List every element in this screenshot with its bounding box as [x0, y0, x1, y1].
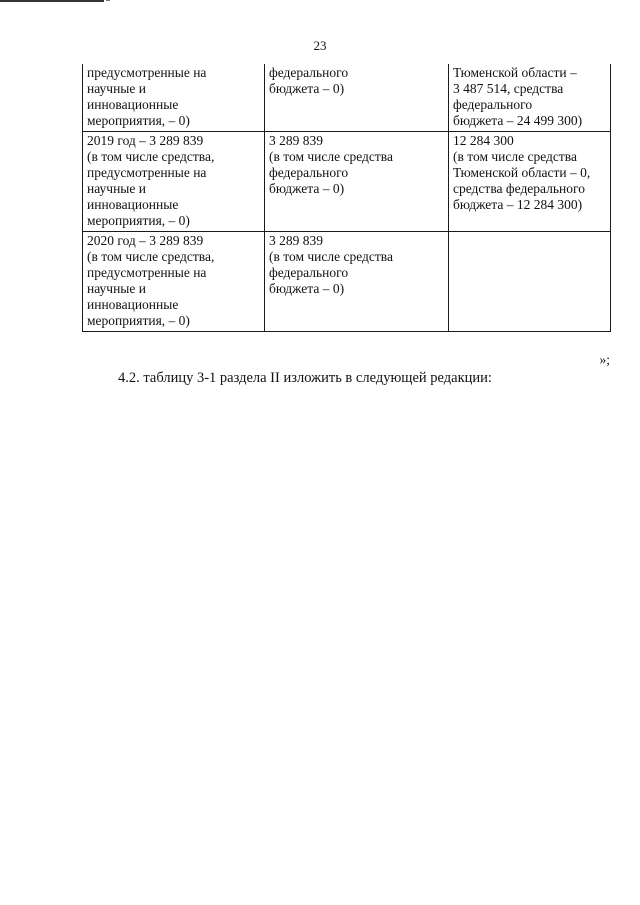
funding-table [82, 64, 611, 332]
table-cell: 12 284 300 (в том числе средства Тюменской области – 0, средства федерального бюджета – 12 284 300) [449, 132, 611, 232]
table-cell: 2020 год – 3 289 839 (в том числе средства, предусмотренные на научные и инновационные мероприятия, – 0) [83, 232, 265, 332]
table-cell: федерального бюджета – 0) [265, 64, 449, 132]
table-cell: 3 289 839 (в том числе средства федерального бюджета – 0) [265, 232, 449, 332]
table-cell: предусмотренные на научные и инновационные мероприятия, – 0) [83, 64, 265, 132]
closing-quote: »; [599, 352, 610, 367]
page-number: 23 [313, 38, 327, 53]
amendment-paragraph: 4.2. таблицу 3-1 раздела II изложить в следующей редакции: [118, 370, 492, 386]
top-tick [106, 0, 110, 1]
top-rule [0, 0, 104, 2]
table-cell: 3 289 839 (в том числе средства федерального бюджета – 0) [265, 132, 449, 232]
table-cell: 2019 год – 3 289 839 (в том числе средства, предусмотренные на научные и инновационные мероприятия, – 0) [83, 132, 265, 232]
table-cell [449, 232, 611, 332]
table-row [83, 232, 611, 332]
table-cell: Тюменской области – 3 487 514, средства федерального бюджета – 24 499 300) [449, 64, 611, 132]
table-row [83, 132, 611, 232]
table-row [83, 64, 611, 132]
